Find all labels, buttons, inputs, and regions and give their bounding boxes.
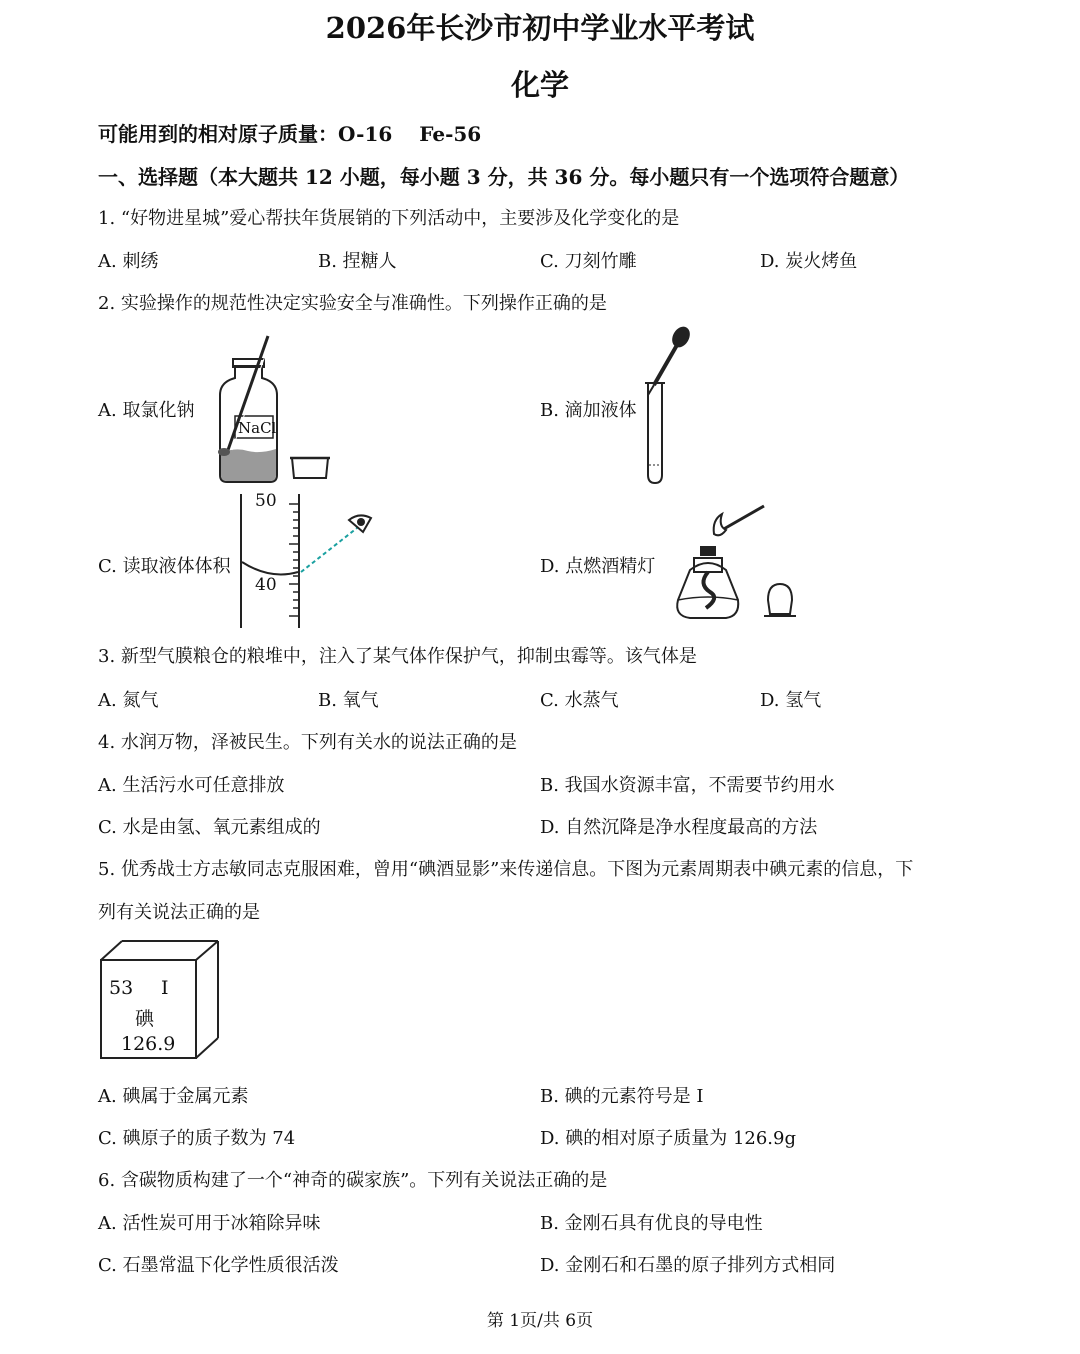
question-2-stem: 2. 实验操作的规范性决定实验安全与准确性。下列操作正确的是 xyxy=(98,293,607,314)
element-name: 碘 xyxy=(135,1008,155,1030)
q6-option-b[interactable]: B. 金刚石具有优良的导电性 xyxy=(540,1213,763,1234)
q6-option-d[interactable]: D. 金刚石和石墨的原子排列方式相同 xyxy=(540,1255,836,1276)
q1-option-d[interactable]: D. 炭火烤鱼 xyxy=(760,251,858,272)
scale-label-40: 40 xyxy=(255,575,277,595)
exam-title: 2026年长沙市初中学业水平考试 xyxy=(325,11,755,45)
q4-option-d[interactable]: D. 自然沉降是净水程度最高的方法 xyxy=(540,817,818,838)
q6-option-c[interactable]: C. 石墨常温下化学性质很活泼 xyxy=(98,1255,339,1276)
figure-take-nacl xyxy=(200,330,340,485)
nacl-label: NaCl xyxy=(238,419,277,437)
q4-option-b[interactable]: B. 我国水资源丰富，不需要节约用水 xyxy=(540,775,835,796)
q3-option-b[interactable]: B. 氧气 xyxy=(318,690,379,711)
figure-light-lamp xyxy=(660,500,820,625)
q2-option-a[interactable]: A. 取氯化钠 xyxy=(98,400,195,421)
q1-option-b[interactable]: B. 捏糖人 xyxy=(318,251,397,272)
element-atomic-number: 53 xyxy=(109,977,134,999)
question-3-stem: 3. 新型气膜粮仓的粮堆中，注入了某气体作保护气，抑制虫霉等。该气体是 xyxy=(98,646,697,667)
q3-option-c[interactable]: C. 水蒸气 xyxy=(540,690,619,711)
figure-read-volume xyxy=(235,490,385,630)
q2-option-d[interactable]: D. 点燃酒精灯 xyxy=(540,556,656,577)
q3-option-d[interactable]: D. 氢气 xyxy=(760,690,822,711)
q5-option-d[interactable]: D. 碘的相对原子质量为 126.9g xyxy=(540,1128,797,1149)
q6-option-a[interactable]: A. 活性炭可用于冰箱除异味 xyxy=(98,1213,321,1234)
q5-option-c[interactable]: C. 碘原子的质子数为 74 xyxy=(98,1128,296,1149)
question-6-stem: 6. 含碳物质构建了一个“神奇的碳家族”。下列有关说法正确的是 xyxy=(98,1170,608,1191)
scale-label-50: 50 xyxy=(255,491,277,511)
element-symbol: I xyxy=(161,977,169,999)
element-atomic-mass: 126.9 xyxy=(121,1033,176,1055)
question-4-stem: 4. 水润万物，泽被民生。下列有关水的说法正确的是 xyxy=(98,732,517,753)
atomic-masses: 可能用到的相对原子质量：O-16 Fe-56 xyxy=(98,122,482,146)
question-5-stem-line2: 列有关说法正确的是 xyxy=(98,902,260,923)
figure-drop-liquid xyxy=(630,325,690,490)
q2-option-b[interactable]: B. 滴加液体 xyxy=(540,400,637,421)
section-heading: 一、选择题（本大题共 12 小题，每小题 3 分，共 36 分。每小题只有一个选项符合题意） xyxy=(98,165,910,189)
question-5-stem-line1: 5. 优秀战士方志敏同志克服困难，曾用“碘酒显影”来传递信息。下图为元素周期表中碘元素的信息，下 xyxy=(98,859,914,880)
q1-option-c[interactable]: C. 刀刻竹雕 xyxy=(540,251,637,272)
question-1-stem: 1. “好物进星城”爱心帮扶年货展销的下列活动中，主要涉及化学变化的是 xyxy=(98,208,680,229)
page-footer: 第 1页/共 6页 xyxy=(486,1311,594,1331)
q2-option-c[interactable]: C. 读取液体体积 xyxy=(98,556,231,577)
q5-option-a[interactable]: A. 碘属于金属元素 xyxy=(98,1086,249,1107)
subject-title: 化学 xyxy=(510,68,569,102)
q5-option-b[interactable]: B. 碘的元素符号是 I xyxy=(540,1086,704,1107)
q4-option-a[interactable]: A. 生活污水可任意排放 xyxy=(98,775,285,796)
q3-option-a[interactable]: A. 氮气 xyxy=(98,690,159,711)
q4-option-c[interactable]: C. 水是由氢、氧元素组成的 xyxy=(98,817,321,838)
q1-option-a[interactable]: A. 刺绣 xyxy=(98,251,159,272)
